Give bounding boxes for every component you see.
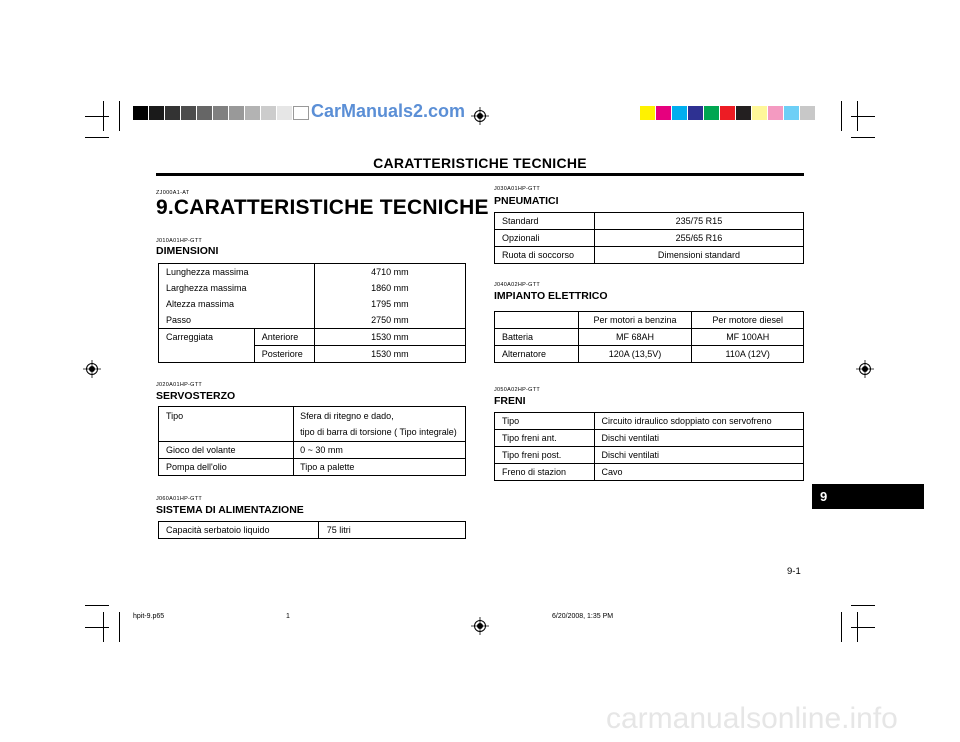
- section-title-dimensioni: DIMENSIONI: [156, 245, 219, 257]
- color-swatch: [736, 106, 752, 120]
- row-value: Sfera di ritegno e dado,: [300, 411, 394, 421]
- table-row: [495, 213, 804, 230]
- row-value: Cavo: [594, 464, 803, 481]
- registration-mark-icon: [471, 617, 489, 635]
- row-label: Carreggiata: [159, 329, 255, 363]
- row-value: 110A (12V): [692, 346, 804, 363]
- page-number: 9-1: [787, 566, 801, 577]
- table-row: [159, 296, 466, 312]
- section-code: J030A01HP-GTT: [494, 186, 541, 192]
- row-label: Opzionali: [495, 230, 595, 247]
- gray-swatch: [261, 106, 277, 120]
- row-value: 1530 mm: [314, 329, 465, 346]
- section-title-servosterzo: SERVOSTERZO: [156, 390, 236, 402]
- table-row: [495, 464, 804, 481]
- gray-swatch: [133, 106, 149, 120]
- section-code: ZJ000A1-AT: [156, 190, 190, 196]
- section-code: J060A01HP-GTT: [156, 496, 203, 502]
- footer-date: 6/20/2008, 1:35 PM: [552, 613, 614, 620]
- table-row: [495, 430, 804, 447]
- table-row: [495, 329, 804, 346]
- row-label: Batteria: [495, 329, 579, 346]
- table-row: [495, 346, 804, 363]
- table-row: [495, 312, 804, 329]
- footer-filename: hpit-9.p65: [133, 613, 165, 620]
- table-row: [159, 459, 466, 476]
- table-row: [159, 264, 466, 281]
- row-value: MF 100AH: [692, 329, 804, 346]
- gray-swatch: [181, 106, 197, 120]
- section-code: J010A01HP-GTT: [156, 238, 203, 244]
- table-row: [159, 407, 466, 442]
- row-value: Circuito idraulico sdoppiato con servofreno: [594, 413, 803, 430]
- color-swatch: [752, 106, 768, 120]
- row-label: Tipo: [495, 413, 595, 430]
- row-label: Tipo: [159, 407, 294, 442]
- row-value: 1795 mm: [314, 296, 465, 312]
- section-code: J020A01HP-GTT: [156, 382, 203, 388]
- gray-swatch: [197, 106, 213, 120]
- row-value: 75 litri: [318, 522, 465, 539]
- color-swatch: [688, 106, 704, 120]
- section-title-pneumatici: PNEUMATICI: [494, 195, 559, 207]
- color-swatch: [800, 106, 816, 120]
- color-swatch: [640, 106, 656, 120]
- header-divider: [156, 173, 804, 176]
- row-label: Alternatore: [495, 346, 579, 363]
- color-swatch: [672, 106, 688, 120]
- steering-table: [158, 406, 466, 476]
- row-label: Larghezza massima: [159, 280, 315, 296]
- section-code: J040A02HP-GTT: [494, 282, 541, 288]
- table-row: [159, 312, 466, 329]
- row-label: Tipo freni post.: [495, 447, 595, 464]
- grayscale-strip: [133, 106, 309, 120]
- row-label: Ruota di soccorso: [495, 247, 595, 264]
- table-row: [495, 413, 804, 430]
- row-label: Tipo freni ant.: [495, 430, 595, 447]
- row-value: Tipo a palette: [294, 459, 466, 476]
- table-row: [159, 442, 466, 459]
- electrical-table: [494, 311, 804, 363]
- row-value: Dimensioni standard: [594, 247, 803, 264]
- table-row: [159, 280, 466, 296]
- table-row: [495, 447, 804, 464]
- color-swatch: [656, 106, 672, 120]
- section-title-alimentazione: SISTEMA DI ALIMENTAZIONE: [156, 504, 304, 516]
- gray-swatch: [149, 106, 165, 120]
- table-row: [159, 329, 466, 346]
- table-row: [495, 230, 804, 247]
- page-header-title: CARATTERISTICHE TECNICHE: [373, 155, 587, 171]
- row-value: 0 ~ 30 mm: [294, 442, 466, 459]
- site-watermark: carmanualsonline.info: [606, 702, 898, 735]
- row-value: Dischi ventilati: [594, 430, 803, 447]
- row-sublabel: Anteriore: [254, 329, 314, 346]
- row-label: Pompa dell'olio: [159, 459, 294, 476]
- row-value: 1860 mm: [314, 280, 465, 296]
- dimensions-table: [158, 263, 466, 363]
- chapter-title: 9.CARATTERISTICHE TECNICHE: [156, 196, 489, 219]
- row-value: 120A (13,5V): [578, 346, 692, 363]
- brakes-table: [494, 412, 804, 481]
- row-label: Altezza massima: [159, 296, 315, 312]
- row-label: Gioco del volante: [159, 442, 294, 459]
- row-label: Capacità serbatoio liquido: [159, 522, 319, 539]
- registration-mark-icon: [83, 360, 101, 378]
- footer-page: 1: [286, 613, 290, 620]
- row-label: Standard: [495, 213, 595, 230]
- chapter-tab[interactable]: 9: [812, 484, 924, 509]
- row-value: Dischi ventilati: [594, 447, 803, 464]
- row-value: 4710 mm: [314, 264, 465, 281]
- gray-swatch: [213, 106, 229, 120]
- column-header: Per motori a benzina: [578, 312, 692, 329]
- watermark: CarManuals2.com: [311, 101, 466, 121]
- table-row: [159, 522, 466, 539]
- row-value: 235/75 R15: [594, 213, 803, 230]
- row-value: 2750 mm: [314, 312, 465, 329]
- table-row: [495, 247, 804, 264]
- row-label: Freno di stazion: [495, 464, 595, 481]
- gray-swatch: [245, 106, 261, 120]
- section-title-impianto: IMPIANTO ELETTRICO: [494, 290, 608, 302]
- color-swatch: [720, 106, 736, 120]
- gray-swatch: [277, 106, 293, 120]
- gray-swatch: [229, 106, 245, 120]
- gray-swatch: [165, 106, 181, 120]
- section-title-freni: FRENI: [494, 395, 526, 407]
- color-strip: [640, 106, 816, 120]
- row-value: 255/65 R16: [594, 230, 803, 247]
- row-value: MF 68AH: [578, 329, 692, 346]
- registration-mark-icon: [471, 107, 489, 125]
- tires-table: [494, 212, 804, 264]
- color-swatch: [784, 106, 800, 120]
- row-value: tipo di barra di torsione ( Tipo integrale): [300, 427, 457, 437]
- gray-swatch: [293, 106, 309, 120]
- section-code: J050A02HP-GTT: [494, 387, 541, 393]
- color-swatch: [768, 106, 784, 120]
- fuel-table: [158, 521, 466, 539]
- registration-mark-icon: [856, 360, 874, 378]
- column-header: Per motore diesel: [692, 312, 804, 329]
- row-label: Lunghezza massima: [159, 264, 315, 281]
- color-swatch: [704, 106, 720, 120]
- row-value: 1530 mm: [314, 346, 465, 363]
- row-sublabel: Posteriore: [254, 346, 314, 363]
- row-label: Passo: [159, 312, 315, 329]
